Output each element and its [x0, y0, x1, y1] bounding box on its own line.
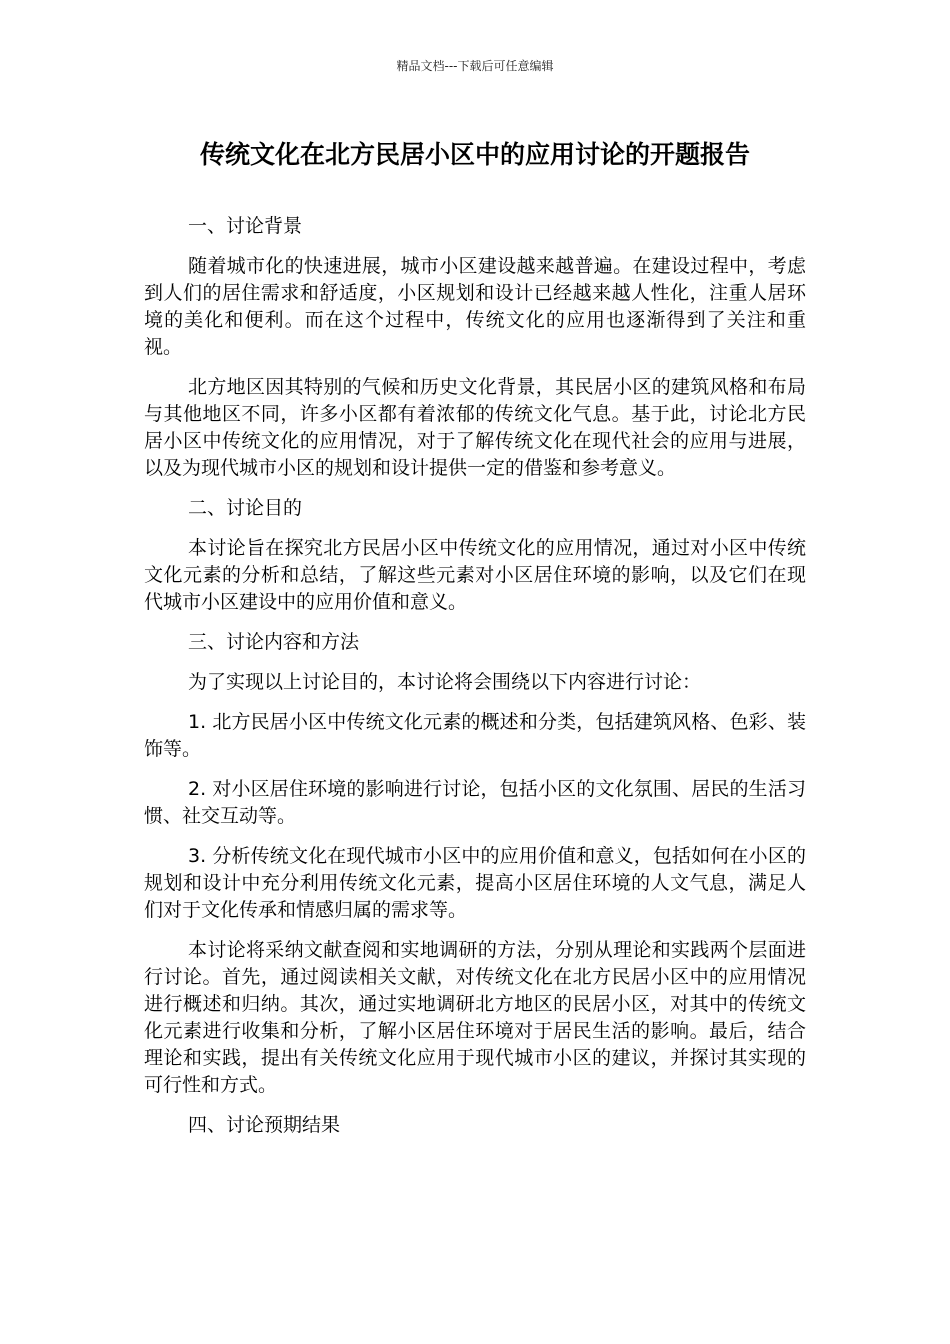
paragraph-background-2: 北方地区因其特别的气候和历史文化背景，其民居小区的建筑风格和布局与其他地区不同，许多小区都有着浓郁的传统文化气息。基于此，讨论北方民居小区中传统文化的应用情况，对于了解传统文化在现代社会的应用与进展，以及为现代城市小区的规划和设计提供一定的借鉴和参考意义。 [144, 376, 806, 479]
paragraph-content-intro: 为了实现以上讨论目的，本讨论将会围绕以下内容进行讨论： [188, 671, 702, 693]
list-item-3: 3. 分析传统文化在现代城市小区中的应用价值和意义，包括如何在小区的规划和设计中充分利用传统文化元素，提高小区居住环境的人文气息，满足人们对于文化传承和情感归属的需求等。 [144, 845, 806, 921]
list-item-1: 1. 北方民居小区中传统文化元素的概述和分类，包括建筑风格、色彩、装饰等。 [144, 711, 806, 760]
section-heading-expected-results: 四、讨论预期结果 [188, 1114, 341, 1136]
section-heading-content-methods: 三、讨论内容和方法 [188, 631, 360, 653]
document-body [144, 213, 806, 1152]
section-heading-purpose: 二、讨论目的 [188, 497, 303, 519]
paragraph-purpose: 本讨论旨在探究北方民居小区中传统文化的应用情况，通过对小区中传统文化元素的分析和总结，了解这些元素对小区居住环境的影响，以及它们在现代城市小区建设中的应用价值和意义。 [144, 537, 806, 613]
section-heading-background: 一、讨论背景 [188, 215, 303, 237]
list-item-2: 2. 对小区居住环境的影响进行讨论，包括小区的文化氛围、居民的生活习惯、社交互动等。 [144, 778, 806, 827]
header-note: 精品文档---下载后可任意编辑 [396, 59, 554, 73]
paragraph-methods: 本讨论将采纳文献查阅和实地调研的方法，分别从理论和实践两个层面进行讨论。首先，通过阅读相关文献，对传统文化在北方民居小区中的应用情况进行概述和归纳。其次，通过实地调研北方地区的民居小区，对其中的传统文化元素进行收集和分析，了解小区居住环境对于居民生活的影响。最后，结合理论和实践，提出有关传统文化应用于现代城市小区的建议，并探讨其实现的可行性和方式。 [144, 939, 806, 1096]
paragraph-background-1: 随着城市化的快速进展，城市小区建设越来越普遍。在建设过程中，考虑到人们的居住需求和舒适度，小区规划和设计已经越来越人性化，注重人居环境的美化和便利。而在这个过程中，传统文化的应用也逐渐得到了关注和重视。 [144, 255, 806, 358]
document-title: 传统文化在北方民居小区中的应用讨论的开题报告 [199, 140, 750, 169]
